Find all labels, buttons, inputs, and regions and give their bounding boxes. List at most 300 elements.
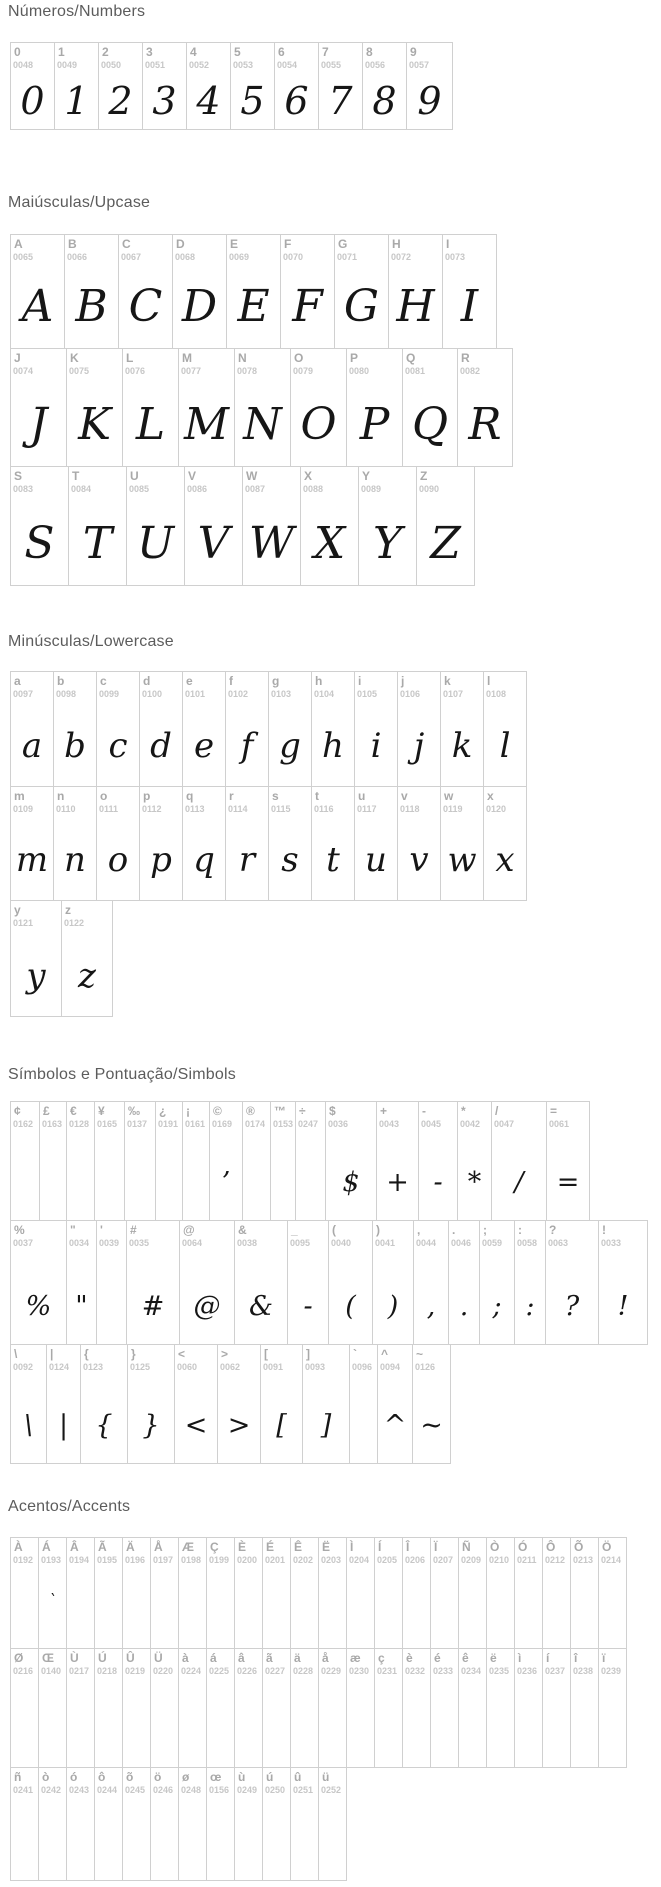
char-label: Ï [434, 1540, 438, 1554]
char-code: 0247 [298, 1119, 319, 1129]
char-label: I [446, 237, 450, 251]
char-label: r [229, 789, 234, 803]
char-cell-0211 [514, 1537, 543, 1649]
char-label: Í [378, 1540, 382, 1554]
char-cell-0103 [268, 671, 312, 787]
char-glyph: W [248, 518, 295, 569]
char-code: 0046 [451, 1238, 472, 1248]
char-cell-0056 [362, 42, 407, 130]
char-label: Z [420, 469, 428, 483]
char-cell-0104 [311, 671, 355, 787]
char-glyph: P [359, 399, 390, 450]
char-label: Á [42, 1540, 51, 1554]
char-cell-0034 [66, 1220, 97, 1345]
char-code: 0217 [69, 1666, 90, 1676]
char-cell-0196 [122, 1537, 151, 1649]
char-glyph: ( [345, 1291, 356, 1322]
char-cell-0198 [178, 1537, 207, 1649]
char-glyph: $ [342, 1167, 360, 1198]
char-label: W [246, 469, 258, 483]
char-glyph: e [193, 726, 215, 766]
char-label: Ö [602, 1540, 612, 1554]
char-cell-0236 [514, 1648, 543, 1768]
char-cell-0101 [182, 671, 226, 787]
char-cell-0217 [66, 1648, 95, 1768]
section-lowercase [0, 632, 661, 1017]
char-code: 0110 [56, 804, 76, 814]
char-cell-0204 [346, 1537, 375, 1649]
char-label: o [100, 789, 108, 803]
char-label: p [143, 789, 151, 803]
char-cell-0080 [346, 348, 403, 467]
char-code: 0192 [13, 1555, 34, 1565]
char-label: < [178, 1347, 186, 1361]
char-label: à [182, 1651, 189, 1665]
char-code: 0248 [181, 1785, 202, 1795]
char-label: ö [154, 1770, 162, 1784]
char-code: 0042 [460, 1119, 481, 1129]
char-glyph: M [183, 399, 230, 450]
char-glyph: I [460, 281, 479, 332]
char-cell-0174 [242, 1101, 271, 1221]
char-code: 0095 [290, 1238, 311, 1248]
char-label: $ [329, 1104, 336, 1118]
char-cell-0098 [53, 671, 97, 787]
char-label: Ñ [462, 1540, 471, 1554]
char-code: 0117 [357, 804, 377, 814]
char-code: 0193 [41, 1555, 62, 1565]
char-glyph: K [78, 399, 111, 450]
char-code: 0123 [83, 1362, 104, 1372]
char-cell-0209 [458, 1537, 487, 1649]
char-label: É [266, 1540, 275, 1554]
char-label: î [574, 1651, 578, 1665]
char-cell-0094 [377, 1344, 413, 1464]
char-cell-0063 [545, 1220, 599, 1345]
char-cell-0137 [124, 1101, 156, 1221]
char-cell-0234 [458, 1648, 487, 1768]
char-label: C [122, 237, 131, 251]
char-label: Ü [154, 1651, 163, 1665]
char-code: 0083 [13, 484, 34, 494]
char-code: 0109 [13, 804, 34, 814]
char-code: 0053 [233, 60, 254, 70]
char-glyph: T [82, 518, 113, 569]
char-cell-0060 [174, 1344, 218, 1464]
char-cell-0115 [268, 786, 312, 901]
char-code: 0212 [545, 1555, 566, 1565]
char-glyph: N [243, 399, 282, 450]
char-code: 0036 [328, 1119, 349, 1129]
char-code: 0205 [377, 1555, 398, 1565]
char-label: ù [238, 1770, 246, 1784]
char-label: a [14, 674, 21, 688]
char-cell-0078 [234, 348, 291, 467]
char-glyph: l [499, 726, 511, 766]
char-label: d [143, 674, 151, 688]
char-glyph: 0 [20, 79, 45, 123]
char-code: 0203 [321, 1555, 342, 1565]
char-label: " [70, 1223, 76, 1237]
char-code: 0076 [125, 366, 146, 376]
char-code: 0054 [277, 60, 298, 70]
char-label: > [221, 1347, 229, 1361]
char-label: | [50, 1347, 54, 1361]
char-code: 0088 [303, 484, 324, 494]
char-label: Ù [70, 1651, 79, 1665]
char-code: 0065 [13, 252, 34, 262]
char-cell-0066 [64, 234, 119, 349]
char-label: ; [483, 1223, 487, 1237]
char-glyph: m [15, 840, 49, 880]
char-code: 0066 [67, 252, 88, 262]
char-code: 0214 [601, 1555, 622, 1565]
char-code: 0122 [64, 918, 85, 928]
char-label: J [14, 351, 21, 365]
char-label: 5 [234, 45, 241, 59]
char-glyph: < [184, 1410, 208, 1441]
char-label: Ì [350, 1540, 354, 1554]
char-cell-0111 [96, 786, 140, 901]
char-label: ¿ [159, 1104, 167, 1118]
char-label: Ã [98, 1540, 107, 1554]
char-glyph: O [300, 399, 337, 450]
char-code: 0194 [69, 1555, 90, 1565]
char-glyph: " [75, 1291, 88, 1322]
char-cell-0108 [483, 671, 527, 787]
char-code: 0200 [237, 1555, 258, 1565]
char-cell-0075 [66, 348, 123, 467]
char-glyph: Q [411, 399, 449, 450]
char-code: 0195 [97, 1555, 118, 1565]
char-cell-0194 [66, 1537, 95, 1649]
char-cell-0106 [397, 671, 441, 787]
char-code: 0044 [416, 1238, 437, 1248]
char-cell-0037 [10, 1220, 67, 1345]
char-cell-0119 [440, 786, 484, 901]
char-glyph: y [26, 956, 46, 996]
charmap-row [10, 900, 661, 1017]
char-code: 0120 [486, 804, 507, 814]
char-label: ( [332, 1223, 336, 1237]
char-code: 0137 [127, 1119, 148, 1129]
char-cell-0238 [570, 1648, 599, 1768]
char-label: € [70, 1104, 77, 1118]
char-cell-0083 [10, 466, 69, 586]
char-cell-0224 [178, 1648, 207, 1768]
char-label: M [182, 351, 192, 365]
char-cell-0124 [46, 1344, 81, 1464]
char-label: Î [406, 1540, 410, 1554]
char-glyph: G [343, 281, 380, 332]
char-cell-0069 [226, 234, 281, 349]
char-label: Ò [490, 1540, 500, 1554]
char-code: 0039 [99, 1238, 120, 1248]
char-code: 0051 [145, 60, 166, 70]
char-code: 0161 [185, 1119, 206, 1129]
char-cell-0228 [290, 1648, 319, 1768]
char-cell-0206 [402, 1537, 431, 1649]
char-label: 4 [190, 45, 197, 59]
char-code: 0119 [443, 804, 463, 814]
char-code: 0106 [400, 689, 421, 699]
char-cell-0088 [300, 466, 359, 586]
char-code: 0126 [415, 1362, 436, 1372]
char-code: 0239 [601, 1666, 622, 1676]
char-cell-0226 [234, 1648, 263, 1768]
char-cell-0109 [10, 786, 54, 901]
char-label: â [238, 1651, 245, 1665]
char-code: 0165 [97, 1119, 118, 1129]
char-label: f [229, 674, 233, 688]
char-code: 0202 [293, 1555, 314, 1565]
char-glyph: { [95, 1410, 113, 1441]
char-glyph: x [495, 840, 515, 880]
char-code: 0209 [461, 1555, 482, 1565]
char-label: á [210, 1651, 217, 1665]
char-code: 0077 [181, 366, 202, 376]
char-glyph: E [237, 281, 270, 332]
char-label: £ [43, 1104, 50, 1118]
char-glyph: R [468, 399, 502, 450]
char-label: 9 [410, 45, 417, 59]
char-code: 0041 [375, 1238, 396, 1248]
char-label: ò [42, 1770, 50, 1784]
char-cell-0126 [412, 1344, 451, 1464]
char-label: m [14, 789, 25, 803]
char-glyph: ~ [420, 1410, 443, 1441]
section-accents [0, 1497, 661, 1881]
charmap-row [10, 786, 661, 901]
char-glyph: B [75, 281, 108, 332]
char-code: 0140 [41, 1666, 62, 1676]
char-code: 0243 [69, 1785, 90, 1795]
char-cell-0202 [290, 1537, 319, 1649]
char-cell-0062 [217, 1344, 261, 1464]
char-code: 0174 [245, 1119, 266, 1129]
char-code: 0153 [273, 1119, 294, 1129]
char-glyph: 2 [108, 79, 133, 123]
char-label: ^ [381, 1347, 389, 1361]
char-label: ~ [416, 1347, 424, 1361]
char-cell-0058 [514, 1220, 546, 1345]
charmap-row [10, 234, 661, 349]
char-glyph: 4 [196, 79, 221, 123]
char-glyph: 5 [240, 79, 265, 123]
char-glyph: o [107, 840, 129, 880]
char-label: k [444, 674, 451, 688]
char-code: 0061 [549, 1119, 570, 1129]
char-cell-0229 [318, 1648, 347, 1768]
char-code: 0198 [181, 1555, 202, 1565]
char-code: 0062 [220, 1362, 241, 1372]
char-cell-0045 [418, 1101, 458, 1221]
char-code: 0059 [482, 1238, 503, 1248]
char-cell-0050 [98, 42, 143, 130]
char-label: Ç [210, 1540, 219, 1554]
char-label: ` [353, 1347, 357, 1361]
char-code: 0089 [361, 484, 382, 494]
char-cell-0120 [483, 786, 527, 901]
char-code: 0078 [237, 366, 258, 376]
char-code: 0100 [142, 689, 163, 699]
char-glyph: f [240, 726, 254, 766]
char-cell-0214 [598, 1537, 627, 1649]
char-cell-0237 [542, 1648, 571, 1768]
char-label: Ë [322, 1540, 331, 1554]
char-label: b [57, 674, 65, 688]
char-code: 0073 [445, 252, 466, 262]
char-cell-0162 [10, 1101, 40, 1221]
char-code: 0163 [42, 1119, 63, 1129]
char-cell-0252 [318, 1767, 347, 1881]
char-cell-0153 [270, 1101, 296, 1221]
char-glyph: J [29, 399, 48, 450]
section-upcase [0, 193, 661, 586]
char-cell-0161 [182, 1101, 210, 1221]
char-cell-0219 [122, 1648, 151, 1768]
char-code: 0213 [573, 1555, 594, 1565]
char-label: í [546, 1651, 550, 1665]
char-label: À [14, 1540, 23, 1554]
char-label: c [100, 674, 107, 688]
char-label: A [14, 237, 23, 251]
char-code: 0082 [460, 366, 481, 376]
char-label: / [495, 1104, 499, 1118]
char-cell-0091 [260, 1344, 303, 1464]
char-cell-0110 [53, 786, 97, 901]
char-label: ô [98, 1770, 106, 1784]
charmap-row [10, 1537, 661, 1649]
char-label: x [487, 789, 494, 803]
section-numbers [0, 2, 661, 130]
char-cell-0059 [479, 1220, 515, 1345]
char-glyph: r [238, 840, 256, 880]
char-cell-0225 [206, 1648, 235, 1768]
char-code: 0233 [433, 1666, 454, 1676]
char-cell-0116 [311, 786, 355, 901]
char-glyph: - [433, 1167, 443, 1198]
char-cell-0036 [325, 1101, 377, 1221]
section-title: Maiúsculas/Upcase [8, 194, 151, 211]
char-code: 0210 [489, 1555, 510, 1565]
char-cell-0250 [262, 1767, 291, 1881]
char-label: 1 [58, 45, 65, 59]
char-label: _ [291, 1223, 298, 1237]
char-label: å [322, 1651, 329, 1665]
char-glyph: L [135, 399, 166, 450]
char-cell-0201 [262, 1537, 291, 1649]
char-code: 0060 [177, 1362, 198, 1372]
char-cell-0128 [66, 1101, 95, 1221]
char-label: 0 [14, 45, 21, 59]
char-glyph: H [396, 281, 435, 332]
char-label: ã [266, 1651, 273, 1665]
char-cell-0054 [274, 42, 319, 130]
font-character-map [0, 2, 661, 1881]
char-cell-0199 [206, 1537, 235, 1649]
char-cell-0248 [178, 1767, 207, 1881]
char-cell-0118 [397, 786, 441, 901]
char-label: j [401, 674, 405, 688]
char-cell-0102 [225, 671, 269, 787]
char-label: Ê [294, 1540, 303, 1554]
char-cell-0086 [184, 466, 243, 586]
char-label: s [272, 789, 279, 803]
char-label: [ [264, 1347, 268, 1361]
char-cell-0156 [206, 1767, 235, 1881]
char-label: ? [549, 1223, 557, 1237]
char-code: 0112 [142, 804, 162, 814]
char-glyph: s [281, 840, 299, 880]
char-label: H [392, 237, 401, 251]
char-label: 7 [322, 45, 329, 59]
char-code: 0191 [158, 1119, 179, 1129]
char-code: 0040 [331, 1238, 352, 1248]
char-code: 0093 [305, 1362, 326, 1372]
char-cell-0044 [413, 1220, 449, 1345]
char-cell-0052 [186, 42, 231, 130]
char-glyph: 7 [328, 79, 353, 123]
char-glyph: v [409, 840, 429, 880]
char-glyph: ; [492, 1291, 502, 1322]
char-code: 0085 [129, 484, 150, 494]
char-code: 0235 [489, 1666, 510, 1676]
char-cell-0035 [126, 1220, 180, 1345]
char-glyph: 1 [64, 79, 89, 123]
char-cell-0089 [358, 466, 417, 586]
char-glyph: j [413, 726, 425, 766]
char-label: Œ [42, 1651, 54, 1665]
char-cell-0140 [38, 1648, 67, 1768]
char-code: 0103 [271, 689, 292, 699]
char-code: 0070 [283, 252, 304, 262]
char-label: * [461, 1104, 466, 1118]
char-code: 0207 [433, 1555, 454, 1565]
char-cell-0203 [318, 1537, 347, 1649]
char-cell-0232 [402, 1648, 431, 1768]
char-label: F [284, 237, 292, 251]
char-label: P [350, 351, 359, 365]
char-cell-0047 [491, 1101, 547, 1221]
char-label: R [461, 351, 470, 365]
char-code: 0035 [129, 1238, 150, 1248]
char-glyph: 9 [417, 79, 442, 123]
char-label: ! [602, 1223, 606, 1237]
char-code: 0237 [545, 1666, 566, 1676]
char-code: 0057 [409, 60, 430, 70]
char-label: ® [246, 1104, 255, 1118]
char-code: 0206 [405, 1555, 426, 1565]
char-label: Û [126, 1651, 135, 1665]
char-glyph: X [313, 518, 346, 569]
char-code: 0047 [494, 1119, 515, 1129]
char-cell-0242 [38, 1767, 67, 1881]
char-code: 0231 [377, 1666, 398, 1676]
char-label: È [238, 1540, 247, 1554]
char-code: 0072 [391, 252, 412, 262]
char-label: Õ [574, 1540, 584, 1554]
char-label: ñ [14, 1770, 22, 1784]
char-code: 0081 [405, 366, 426, 376]
char-glyph: z [78, 956, 96, 996]
char-label: n [57, 789, 65, 803]
char-glyph: 3 [152, 79, 177, 123]
charmap-row [10, 671, 661, 787]
char-cell-0207 [430, 1537, 459, 1649]
char-glyph: 6 [284, 79, 309, 123]
char-label: Ä [126, 1540, 135, 1554]
